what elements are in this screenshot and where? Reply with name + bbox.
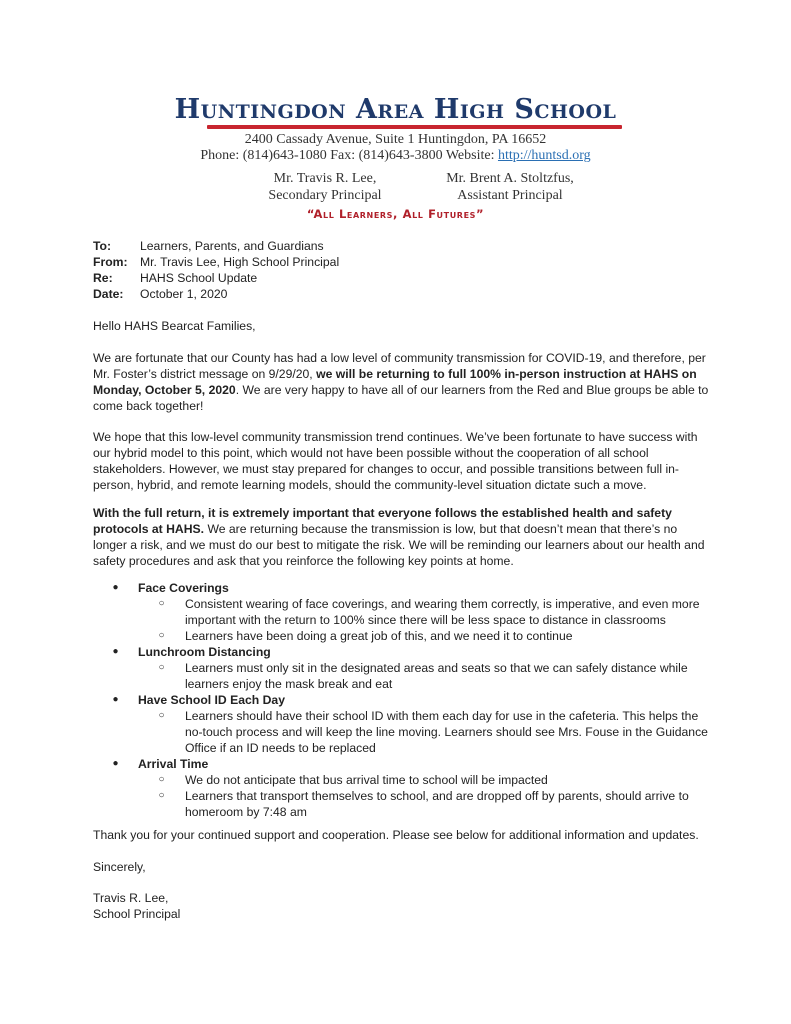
- signer-title: School Principal: [93, 907, 181, 921]
- sub-point-text: Learners have been doing a great job of this, and we need it to continue: [184, 629, 573, 643]
- key-points-list: [93, 580, 713, 820]
- bullet-icon: ●: [112, 646, 119, 657]
- memo-label: Date:: [93, 287, 124, 301]
- memo-value: Learners, Parents, and Guardians: [140, 239, 324, 253]
- letterhead: [0, 95, 791, 125]
- circle-bullet-icon: ○: [158, 662, 165, 673]
- administrator-principal: [255, 170, 395, 204]
- paragraph-bold-text: we will be returning to full 100% in-person instruction at HAHS on Monday, October 5, 2020: [93, 367, 697, 397]
- sub-point-text: Consistent wearing of face coverings, and wearing them correctly, is imperative, and even more important with the return to 100% since there will be less space to distance in classrooms: [184, 597, 700, 627]
- key-point-title: Arrival Time: [138, 757, 209, 771]
- sub-point: [138, 708, 713, 756]
- memo-from: [93, 254, 339, 270]
- bullet-icon: ●: [112, 582, 119, 593]
- circle-bullet-icon: ○: [158, 710, 165, 721]
- contact-line: [0, 147, 791, 164]
- sub-point: [138, 660, 713, 692]
- sub-point: [138, 628, 713, 644]
- school-name: Huntingdon Area High School: [174, 94, 617, 125]
- key-point-title: Lunchroom Distancing: [138, 645, 271, 659]
- admin-title: Secondary Principal: [268, 188, 382, 203]
- memo-to: [93, 238, 339, 254]
- memo-re: [93, 270, 339, 286]
- school-address: 2400 Cassady Avenue, Suite 1 Huntingdon, PA 16652: [244, 132, 547, 147]
- sub-point-text: Learners that transport themselves to school, and are dropped off by parents, should arrive to homeroom by 7:48 am: [184, 789, 689, 819]
- sub-point: [138, 772, 713, 788]
- key-point-title: Face Coverings: [138, 581, 229, 595]
- sign-off: Sincerely,: [93, 860, 146, 874]
- bullet-icon: ●: [112, 694, 119, 705]
- website-link[interactable]: http://huntsd.org: [497, 148, 591, 163]
- signature-block: [93, 890, 713, 922]
- circle-bullet-icon: ○: [158, 790, 165, 801]
- sub-point-text: Learners should have their school ID with them each day for use in the cafeteria. This helps the no-touch process and will keep the line moving. Learners should see Mrs. Fouse in the Guidance Office if an ID needs to be replaced: [184, 709, 708, 755]
- administrator-assistant: [430, 170, 590, 204]
- signer-name: Travis R. Lee,: [93, 891, 169, 905]
- paragraph-text: We are fortunate that our County has had a low level of community transmission for COVID-19, and therefore, per Mr. Foster’s district message on 9/29/20,: [93, 351, 706, 381]
- sub-point: [138, 788, 713, 820]
- circle-bullet-icon: ○: [158, 774, 165, 785]
- admin-name: Mr. Brent A. Stoltzfus,: [446, 171, 574, 186]
- memo-label: To:: [93, 239, 112, 253]
- phone-fax: Phone: (814)643-1080 Fax: (814)643-3800 Website:: [200, 148, 498, 163]
- sub-point-text: We do not anticipate that bus arrival time to school will be impacted: [184, 773, 548, 787]
- key-point: [93, 580, 713, 596]
- key-point: [93, 756, 713, 772]
- greeting: Hello HAHS Bearcat Families,: [93, 319, 256, 333]
- paragraph-hybrid-model: We hope that this low-level community transmission trend continues. We’ve been fortunate to have success with our hybrid model to this point, which would not have been possible without the cooperation of all school stakeholders. However, we must stay prepared for changes to occur, and possible transitions between full in-person, hybrid, and remote learning models, should the community-level situation dictate such a move.: [93, 430, 698, 492]
- paragraph-safety-protocols: [93, 505, 713, 569]
- header-red-rule: [207, 125, 622, 129]
- memo-value: October 1, 2020: [140, 287, 228, 301]
- school-motto: “All Learners, All Futures”: [306, 207, 485, 221]
- key-point: [93, 692, 713, 708]
- paragraph-text: We are returning because the transmission is low, but that doesn’t mean that there’s no longer a risk, and we must do our best to mitigate the risk. We will be reminding our learners about our health and safety procedures and ask that you reinforce the following key points at home.: [93, 522, 705, 568]
- admin-name: Mr. Travis R. Lee,: [273, 171, 377, 186]
- admin-title: Assistant Principal: [457, 188, 563, 203]
- key-point-title: Have School ID Each Day: [138, 693, 285, 707]
- memo-label: Re:: [93, 271, 113, 285]
- memo-header: [93, 238, 339, 302]
- memo-value: Mr. Travis Lee, High School Principal: [140, 255, 340, 269]
- paragraph-bold-text: With the full return, it is extremely important that everyone follows the established health and safety protocols at HAHS.: [93, 506, 672, 536]
- sub-point: [138, 596, 713, 628]
- memo-date: [93, 286, 339, 302]
- bullet-icon: ●: [112, 758, 119, 769]
- key-point: [93, 644, 713, 660]
- circle-bullet-icon: ○: [158, 598, 165, 609]
- sub-point-text: Learners must only sit in the designated areas and seats so that we can safely distance while learners enjoy the mask break and eat: [184, 661, 688, 691]
- paragraph-text: . We are very happy to have all of our learners from the Red and Blue groups be able to come back together!: [93, 383, 709, 413]
- memo-value: HAHS School Update: [140, 271, 258, 285]
- paragraph-return-announcement: [93, 350, 713, 414]
- circle-bullet-icon: ○: [158, 630, 165, 641]
- closing-thanks: Thank you for your continued support and cooperation. Please see below for additional information and updates.: [93, 828, 699, 842]
- memo-label: From:: [93, 255, 128, 269]
